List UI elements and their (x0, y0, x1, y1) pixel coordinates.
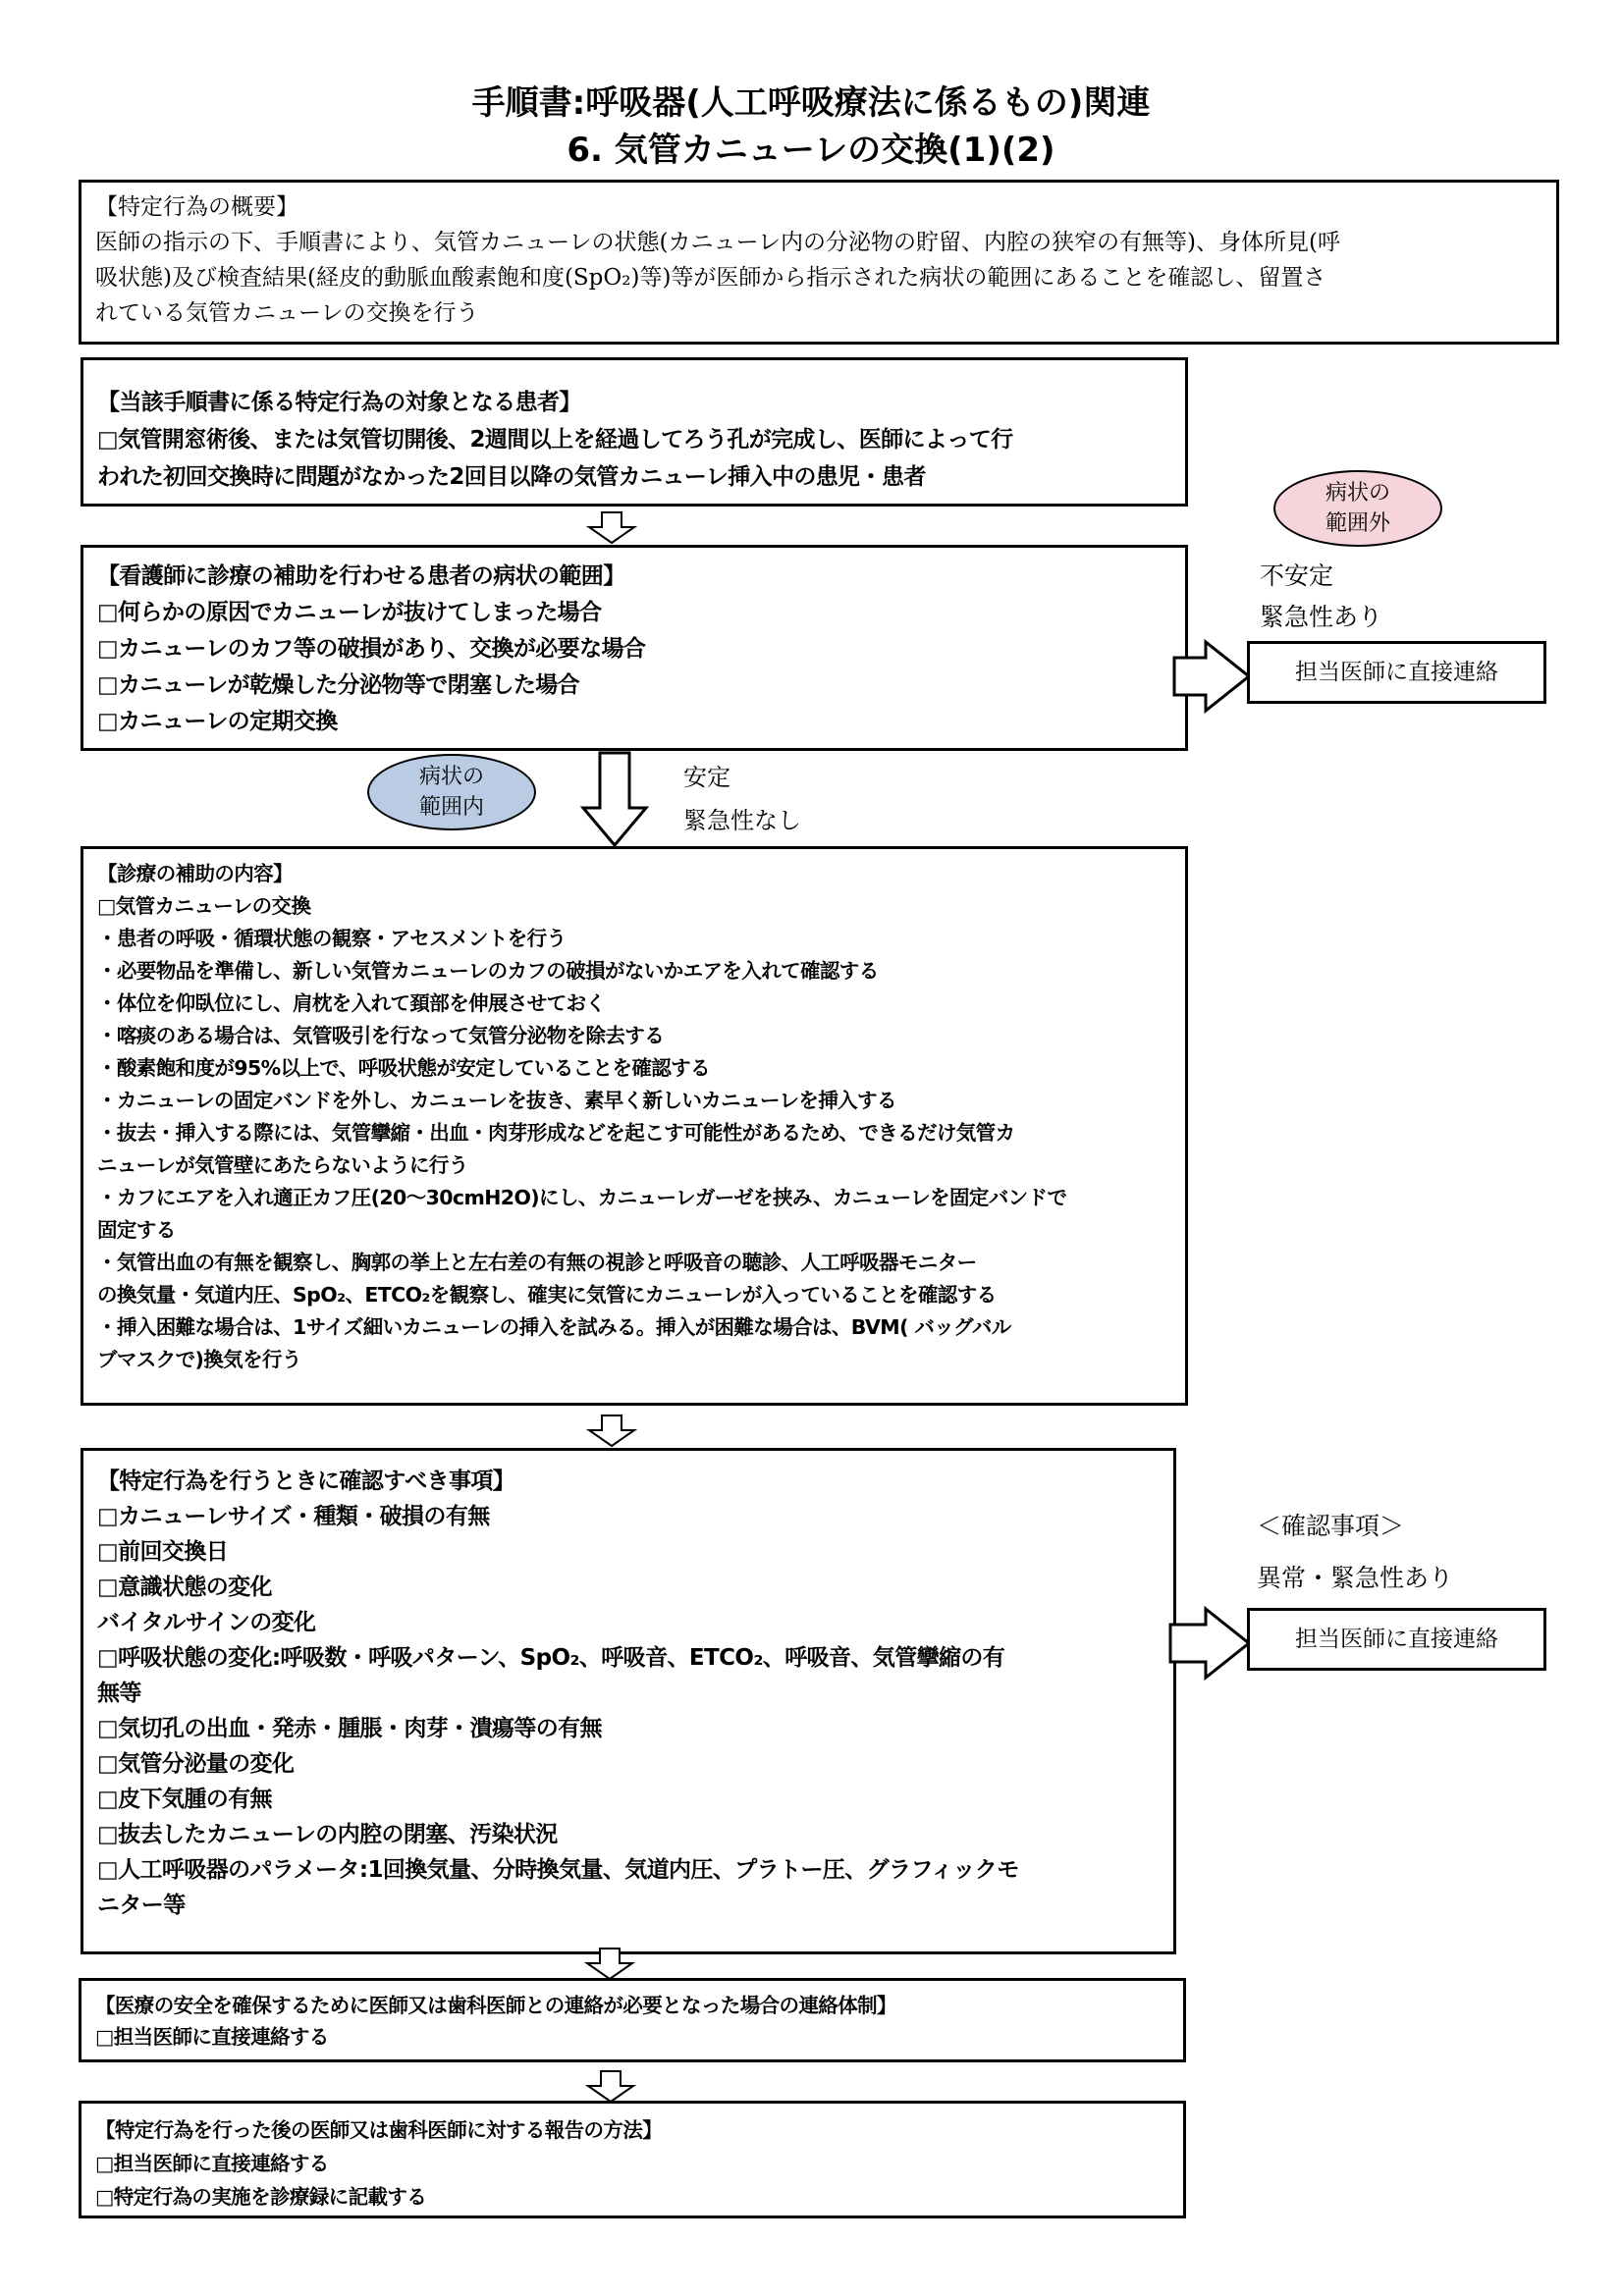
assist-content-line: 固定する (97, 1218, 176, 1242)
contact-doctor-box-1 (1247, 641, 1546, 704)
check-items-heading: 【特定行為を行うときに確認すべき事項】 (97, 1468, 515, 1494)
right-arrow-icon (1170, 1607, 1253, 1680)
overview-line: れている気管カニューレの交換を行う (95, 300, 479, 326)
assist-content-box (81, 846, 1188, 1406)
check-side-status: 異常・緊急性あり (1257, 1564, 1454, 1592)
down-arrow-icon (586, 2071, 635, 2103)
check-item: □気管分泌量の変化 (97, 1751, 295, 1777)
check-item: □気切孔の出血・発赤・腫脹・肉芽・潰瘍等の有無 (97, 1716, 602, 1741)
assist-content-line: ・挿入困難な場合は、1サイズ細いカニューレの挿入を試みる。挿入が困難な場合は、BVM( バッグバル (97, 1315, 1011, 1339)
document-subtitle: 6. 気管カニューレの交換(1)(2) (567, 131, 1055, 170)
check-items-box (81, 1448, 1176, 1954)
out-of-range-ellipse-line: 範囲外 (1325, 511, 1390, 536)
target-patients-line: □気管開窓術後、または気管切開後、2週間以上を経過してろう孔が完成し、医師によって行 (97, 427, 1013, 453)
document-title: 手順書:呼吸器(人工呼吸療法に係るもの)関連 (471, 83, 1151, 123)
report-method-heading: 【特定行為を行った後の医師又は歯科医師に対する報告の方法】 (95, 2118, 663, 2142)
out-of-range-ellipse (1273, 470, 1442, 547)
down-arrow-icon (585, 1949, 634, 1980)
assist-content-line: □気管カニューレの交換 (97, 894, 311, 918)
assist-content-line: ・必要物品を準備し、新しい気管カニューレのカフの破損がないかエアを入れて確認する (97, 959, 879, 983)
down-arrow-icon (587, 512, 636, 544)
assist-content-line: ・患者の呼吸・循環状態の観察・アセスメントを行う (97, 927, 567, 950)
condition-range-box (81, 545, 1188, 751)
out-of-range-status-urgent: 緊急性あり (1260, 603, 1383, 631)
check-item: バイタルサインの変化 (97, 1610, 316, 1635)
contact-system-heading: 【医療の安全を確保するために医師又は歯科医師との連絡が必要となった場合の連絡体制】 (95, 1994, 896, 2017)
big-down-arrow-icon (580, 751, 649, 849)
out-of-range-ellipse-line: 病状の (1325, 481, 1390, 506)
contact-doctor-label: 担当医師に直接連絡 (1295, 1627, 1498, 1652)
assist-content-line: ・抜去・挿入する際には、気管攣縮・出血・肉芽形成などを起こす可能性があるため、できるだけ気管カ (97, 1121, 1015, 1145)
overview-line: 吸状態)及び検査結果(経皮的動脈血酸素飽和度(SpO₂)等)等が医師から指示された病状の範囲にあることを確認し、留置さ (95, 265, 1326, 291)
overview-box (79, 180, 1559, 345)
in-range-ellipse-line: 範囲内 (418, 795, 484, 820)
overview-heading: 【特定行為の概要】 (95, 194, 298, 220)
condition-range-item: □カニューレが乾燥した分泌物等で閉塞した場合 (97, 672, 580, 698)
contact-system-item: □担当医師に直接連絡する (95, 2025, 329, 2049)
in-range-status-stable: 安定 (683, 764, 730, 791)
target-patients-box (81, 357, 1188, 507)
condition-range-item: □何らかの原因でカニューレが抜けてしまった場合 (97, 600, 602, 625)
assist-content-line: ブマスクで)換気を行う (97, 1348, 301, 1371)
report-method-item: □特定行為の実施を診療録に記載する (95, 2185, 427, 2209)
contact-system-box (79, 1978, 1186, 2062)
check-side-label: ＜確認事項＞ (1257, 1512, 1405, 1540)
check-item: ニター等 (97, 1893, 186, 1918)
check-item: □皮下気腫の有無 (97, 1787, 272, 1812)
out-of-range-status-unstable: 不安定 (1260, 561, 1334, 590)
report-method-item: □担当医師に直接連絡する (95, 2152, 329, 2175)
in-range-status-not-urgent: 緊急性なし (683, 807, 801, 834)
overview-line: 医師の指示の下、手順書により、気管カニューレの状態(カニューレ内の分泌物の貯留、内腔の狭窄の有無等)、身体所見(呼 (95, 230, 1340, 255)
right-arrow-icon (1174, 640, 1253, 713)
assist-content-line: ・気管出血の有無を観察し、胸郭の挙上と左右差の有無の視診と呼吸音の聴診、人工呼吸器モニター (97, 1251, 977, 1274)
assist-content-line: ニューレが気管壁にあたらないように行う (97, 1153, 468, 1177)
target-patients-heading: 【当該手順書に係る特定行為の対象となる患者】 (97, 390, 581, 415)
assist-content-line: ・体位を仰臥位にし、肩枕を入れて頚部を伸展させておく (97, 991, 606, 1015)
check-item: □呼吸状態の変化:呼吸数・呼吸パターン、SpO₂、呼吸音、ETCO₂、呼吸音、気管攣縮の有 (97, 1645, 1005, 1671)
assist-content-line: ・カフにエアを入れ適正カフ圧(20～30cmH2O)にし、カニューレガーゼを挟み、カニューレを固定バンドで (97, 1186, 1067, 1209)
check-item: □意識状態の変化 (97, 1575, 272, 1600)
report-method-box (79, 2101, 1186, 2218)
assist-content-line: ・カニューレの固定バンドを外し、カニューレを抜き、素早く新しいカニューレを挿入する (97, 1089, 896, 1112)
in-range-ellipse-line: 病状の (418, 765, 484, 789)
assist-content-line: の換気量・気道内圧、SpO₂、ETCO₂を観察し、確実に気管にカニューレが入っていることを確認する (97, 1283, 997, 1307)
target-patients-line: われた初回交換時に問題がなかった2回目以降の気管カニューレ挿入中の患児・患者 (97, 464, 926, 490)
assist-content-line: ・喀痰のある場合は、気管吸引を行なって気管分泌物を除去する (97, 1024, 665, 1047)
assist-content-heading: 【診療の補助の内容】 (97, 862, 293, 885)
check-item: □前回交換日 (97, 1539, 229, 1565)
contact-doctor-box-2 (1247, 1608, 1546, 1671)
condition-range-item: □カニューレのカフ等の破損があり、交換が必要な場合 (97, 636, 646, 662)
assist-content-line: ・酸素飽和度が95%以上で、呼吸状態が安定していることを確認する (97, 1056, 710, 1080)
check-item: □抜去したカニューレの内腔の閉塞、汚染状況 (97, 1822, 558, 1847)
in-range-ellipse (367, 754, 536, 830)
condition-range-heading: 【看護師に診療の補助を行わせる患者の病状の範囲】 (97, 563, 625, 589)
check-item: □カニューレサイズ・種類・破損の有無 (97, 1504, 490, 1529)
contact-doctor-label: 担当医師に直接連絡 (1295, 660, 1498, 685)
check-item: □人工呼吸器のパラメータ:1回換気量、分時換気量、気道内圧、プラトー圧、グラフィックモ (97, 1857, 1019, 1883)
check-item: 無等 (97, 1681, 141, 1706)
down-arrow-icon (587, 1415, 636, 1447)
condition-range-item: □カニューレの定期交換 (97, 709, 338, 734)
